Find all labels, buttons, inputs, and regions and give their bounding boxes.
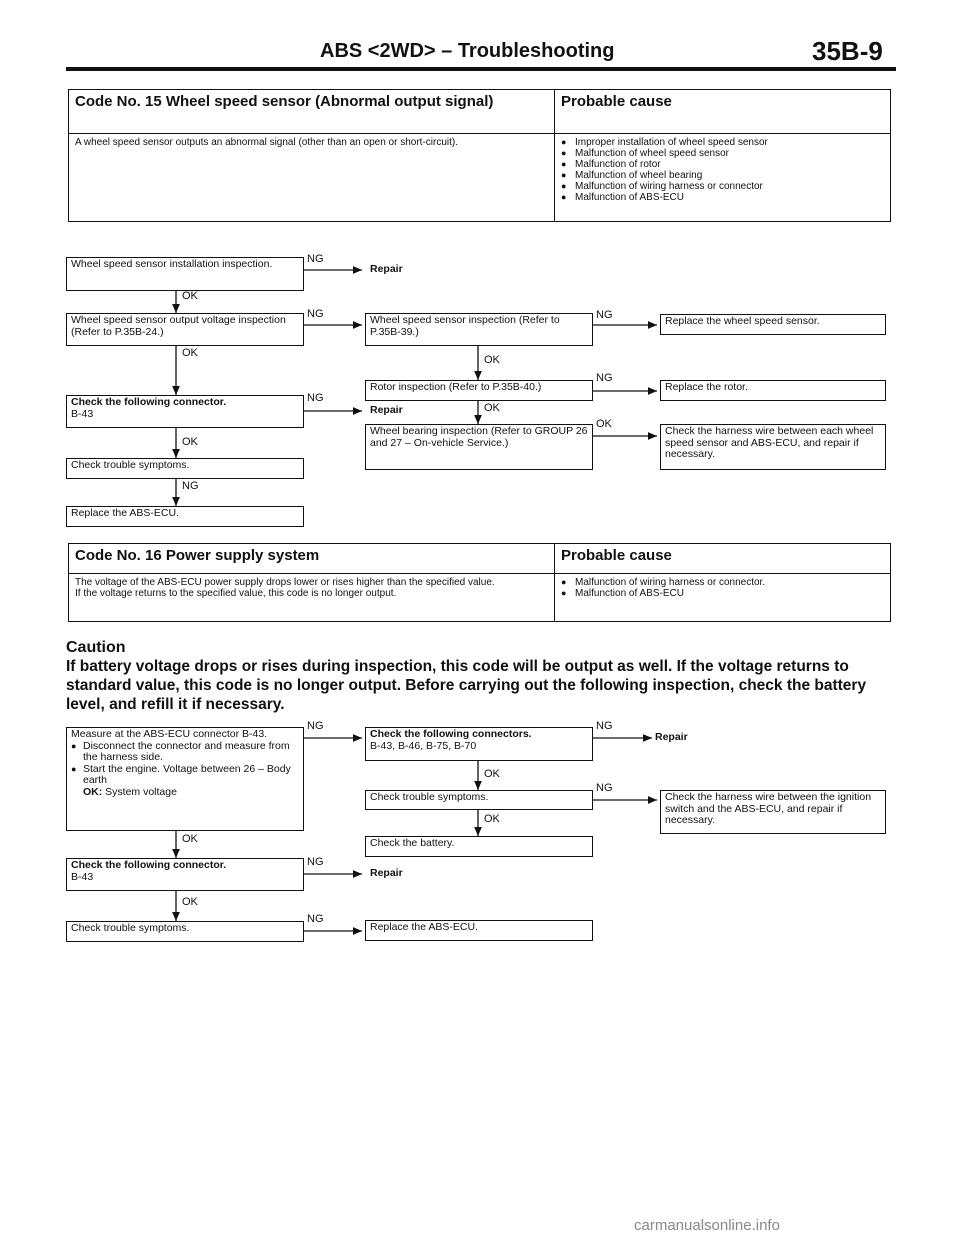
ok-label: OK	[182, 896, 198, 908]
code15-cause: ● Malfunction of rotor	[561, 159, 884, 170]
measure-box	[66, 727, 304, 831]
code16-description-1: The voltage of the ABS-ECU power supply drops lower or rises higher than the specified value.	[75, 577, 495, 588]
replace-ecu-box	[365, 920, 593, 941]
replace-ecu-text: Replace the ABS-ECU.	[370, 921, 478, 933]
bearing-inspection-text: Wheel bearing inspection (Refer to GROUP 26 and 27 – On-vehicle Service.)	[370, 425, 588, 449]
ok-label: OK	[484, 354, 500, 366]
connector-id: B-43	[71, 870, 94, 883]
replace-ecu-box	[66, 506, 304, 527]
code15-cause: ● Improper installation of wheel speed sensor	[561, 137, 884, 148]
ng-label: NG	[596, 720, 613, 732]
rotor-inspection-text: Rotor inspection (Refer to P.35B-40.)	[370, 381, 542, 393]
ok-label: OK	[182, 290, 198, 302]
code15-cause: ● Malfunction of wiring harness or connector	[561, 181, 884, 192]
replace-ecu-text: Replace the ABS-ECU.	[71, 507, 179, 519]
replace-sensor-text: Replace the wheel speed sensor.	[665, 315, 820, 327]
output-voltage-box	[66, 313, 304, 346]
check-connectors-text: Check the following connectors.	[370, 728, 532, 740]
ok-label: OK	[182, 347, 198, 359]
ng-label: NG	[307, 856, 324, 868]
connector-id: B-43	[71, 407, 94, 420]
ok-label: OK	[484, 813, 500, 825]
code16-description-2: If the voltage returns to the specified value, this code is no longer output.	[75, 588, 397, 599]
ng-label: NG	[596, 309, 613, 321]
ng-label: NG	[307, 308, 324, 320]
code15-description: A wheel speed sensor outputs an abnormal signal (other than an open or short-circuit).	[69, 134, 555, 222]
page-title: ABS <2WD> – Troubleshooting	[320, 40, 615, 62]
ng-label: NG	[307, 913, 324, 925]
check-connector-text: Check the following connector.	[71, 859, 227, 871]
caution-heading: Caution	[66, 639, 126, 656]
install-inspection-text: Wheel speed sensor installation inspection.	[71, 258, 273, 270]
rotor-inspection-box	[365, 380, 593, 401]
code16-title: Code No. 16 Power supply system	[69, 544, 555, 574]
code15-cause: ● Malfunction of wheel bearing	[561, 170, 884, 181]
ok-label: OK	[484, 402, 500, 414]
replace-rotor-text: Replace the rotor.	[665, 381, 748, 393]
page-number: 35B-9	[812, 36, 883, 66]
code15-cause-header: Probable cause	[555, 90, 891, 134]
measure-ok-line	[71, 787, 299, 799]
sensor-inspection-text: Wheel speed sensor inspection (Refer to P.35B-39.)	[370, 314, 560, 338]
code15-cause: ● Malfunction of wheel speed sensor	[561, 148, 884, 159]
repair-label: Repair	[370, 404, 403, 416]
check-battery-text: Check the battery.	[370, 837, 455, 849]
code15-title: Code No. 15 Wheel speed sensor (Abnormal output signal)	[69, 90, 555, 134]
check-trouble-box	[66, 458, 304, 479]
check-trouble-box	[365, 790, 593, 810]
ok-label: OK	[182, 833, 198, 845]
connectors-ids: B-43, B-46, B-75, B-70	[370, 739, 477, 752]
code16-table	[68, 543, 891, 622]
code15-cause: ● Malfunction of ABS-ECU	[561, 192, 884, 203]
ok-label: OK	[484, 768, 500, 780]
output-voltage-text: Wheel speed sensor output voltage inspection (Refer to P.35B-24.)	[71, 314, 286, 338]
check-trouble-text: Check trouble symptoms.	[71, 459, 190, 471]
code16-causes	[555, 574, 891, 622]
check-trouble-text: Check trouble symptoms.	[71, 922, 190, 934]
repair-label: Repair	[655, 731, 688, 743]
code16-cause: ● Malfunction of wiring harness or connector.	[561, 577, 884, 588]
check-harness-box	[660, 424, 886, 470]
code16-description	[69, 574, 555, 622]
bearing-inspection-box	[365, 424, 593, 470]
ng-label: NG	[182, 480, 199, 492]
check-trouble-box	[66, 921, 304, 942]
ok-label: OK	[596, 418, 612, 430]
measure-step: ● Disconnect the connector and measure from the harness side.	[71, 741, 299, 764]
ng-label: NG	[307, 392, 324, 404]
caution-text: If battery voltage drops or rises during inspection, this code will be output as well. If the voltage returns to standard value, this code is no longer output. Before carrying out the following inspection, check the battery level, and refill it if necessary.	[66, 658, 867, 713]
ng-label: NG	[596, 372, 613, 384]
code16-cause: ● Malfunction of ABS-ECU	[561, 588, 884, 599]
ng-label: NG	[307, 720, 324, 732]
measure-text: Measure at the ABS-ECU connector B-43.	[71, 728, 268, 740]
check-trouble-text: Check trouble symptoms.	[370, 791, 489, 803]
footer-watermark: carmanualsonline.info	[634, 1217, 780, 1234]
check-harness-box	[660, 790, 886, 834]
check-connector-text: Check the following connector.	[71, 396, 227, 408]
check-battery-box	[365, 836, 593, 857]
code16-cause-header: Probable cause	[555, 544, 891, 574]
measure-ok-label: OK:	[83, 785, 103, 798]
check-connector-box	[66, 395, 304, 428]
repair-label: Repair	[370, 263, 403, 275]
measure-step: ● Start the engine. Voltage between 26 – Body earth	[71, 764, 299, 787]
check-connector-box	[66, 858, 304, 891]
sensor-inspection-box	[365, 313, 593, 346]
check-harness-text: Check the harness wire between each wheel speed sensor and ABS-ECU, and repair if necessary.	[665, 425, 874, 460]
check-connectors-box	[365, 727, 593, 761]
ok-label: OK	[182, 436, 198, 448]
repair-label: Repair	[370, 867, 403, 879]
install-inspection-box	[66, 257, 304, 291]
ng-label: NG	[596, 782, 613, 794]
replace-sensor-box	[660, 314, 886, 335]
check-harness-text: Check the harness wire between the ignition switch and the ABS-ECU, and repair if necessary.	[665, 791, 872, 826]
ng-label: NG	[307, 253, 324, 265]
replace-rotor-box	[660, 380, 886, 401]
measure-ok-value: System voltage	[105, 785, 177, 798]
